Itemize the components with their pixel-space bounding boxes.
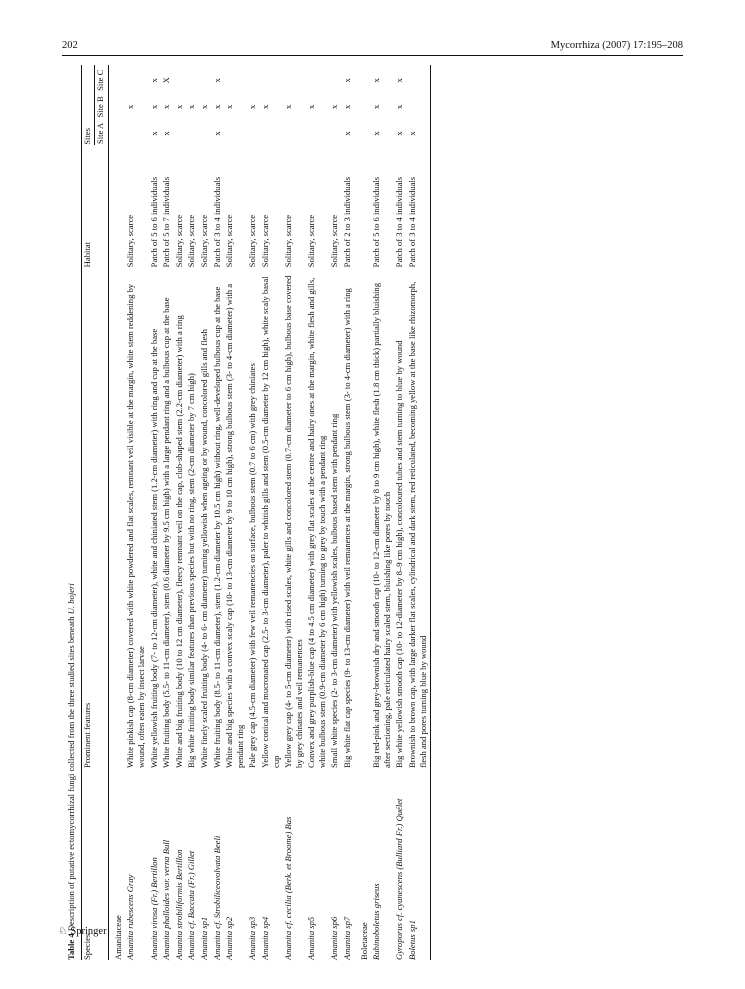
site-a-cell: x	[407, 118, 431, 145]
site-a-cell: x	[371, 131, 382, 136]
site-b-cell: x	[329, 104, 340, 110]
features-cell: Pale grey cap (4.5-cm diameter) with few veil remanencies on surface, bulbous stem (0.7 to 6 cm) with grey chiniates	[247, 363, 258, 768]
habitat-cell: Patch of 3 to 4 individuals	[407, 145, 431, 268]
site-a-cell	[199, 118, 212, 145]
habitat-cell: Solitary, scarce	[224, 214, 235, 268]
site-c-cell	[224, 65, 247, 92]
site-a-cell: x	[161, 131, 172, 136]
header-rule	[62, 55, 683, 56]
features-cell: Yellow grey cap (4- to 5-cm diameter) with rised scales, white gills and concolored stem (0.7-cm diameter to 6 cm high), bulbous base covered by grey chinates and veil remanences	[283, 275, 304, 768]
species-cell: Amanita strobiliformis Bertillon	[173, 849, 184, 960]
site-c-cell	[247, 65, 260, 92]
table-label: Table 4	[66, 933, 76, 960]
species-cell: Amanita cf. Baccata (Fr.) Gillet	[186, 850, 197, 960]
features-cell: White pinkish cap (8-cm diameter) covered with white powdered and flat scales, remnant veil visible at the margin, white stem reddening by wound, often eaten by insect larvae	[125, 283, 146, 768]
caption-species: U. bojeri	[66, 583, 76, 615]
site-a-cell	[247, 118, 260, 145]
species-cell: Amanita cf. Strobiliceovolvata Beeli	[211, 835, 222, 960]
species-cell: Amanita rubescens Gray	[125, 874, 136, 960]
site-b-cell: x	[211, 104, 222, 110]
habitat-cell: Patch of 5 to 6 individuals	[148, 176, 159, 268]
species-cell: Amanita virosa (Fr.) Bertillon	[148, 857, 159, 960]
site-b-cell: x	[198, 104, 209, 110]
site-c-cell	[186, 65, 199, 92]
habitat-cell: Solitary, scarce	[173, 214, 184, 268]
site-b-cell: x	[394, 104, 405, 110]
features-cell: Convex and grey purplish-blue cap (4 to 4.5 cm diameter) with grey flat scales at the centre and hairy ones at the margin, white flesh and gills, white bulbous stem (0.9-cm diameter by 6 cm high) turning to grey by touch with a pendant ring	[306, 277, 327, 768]
site-c-cell: x	[394, 78, 405, 83]
table-row	[224, 65, 247, 960]
table-row	[247, 65, 260, 960]
species-cell: Amanita sp6	[329, 916, 340, 960]
features-cell: White finely scaled fruiting body (4- to 6- cm diameter) turning yellowish when ageing or by wound, concolored gills and flesh	[198, 329, 209, 768]
table-row	[199, 65, 212, 960]
species-cell: Rubinoboletus griseus	[371, 883, 382, 960]
species-cell: Amanita phalloides var. verna Bull	[161, 839, 172, 960]
table-row	[306, 65, 329, 960]
table-row	[371, 65, 394, 960]
site-b-cell: x	[306, 104, 317, 110]
site-b-cell: x	[247, 104, 258, 110]
table-row	[149, 65, 162, 960]
col-sites: Sites	[81, 65, 95, 145]
col-habitat: Habitat	[81, 145, 95, 268]
table-row	[174, 65, 187, 960]
page-number: 202	[62, 40, 78, 51]
habitat-cell: Patch of 2 to 3 individuals	[342, 176, 353, 268]
springer-footer	[58, 925, 107, 937]
species-cell: Amanita sp7	[342, 916, 353, 960]
site-c-cell: X	[161, 77, 172, 84]
site-a-cell	[224, 118, 247, 145]
journal-citation: Mycorrhiza (2007) 17:195–208	[550, 40, 683, 51]
features-cell: Big red-pink and grey-brownish dry and smooth cap (10- to 12-cm diameter by 8 to 9 cm high), white flesh (1.8 cm thick) partially bluishing after sectioning, pale reticulated hairy scaled stem, bluishing like pores by touch	[371, 282, 392, 768]
features-cell: Big white fruiting body similar features than previous species but with no ring, stem (2-cm diameter by 7 cm high)	[186, 373, 197, 768]
habitat-cell: Solitary, scarce	[306, 214, 317, 268]
rotated-table-container	[62, 60, 683, 965]
site-c-cell	[174, 65, 187, 92]
table-row	[342, 65, 355, 960]
features-cell: Big white yellowish smooth cap (10- to 12-diameter by 8–9 cm high), concoloured tubes and stem turning to blue by wound	[394, 340, 405, 768]
site-b-cell: x	[148, 104, 159, 110]
site-c-cell	[199, 65, 212, 92]
features-cell: Brownish to brown cap, with large darker flat scales, cylindrical and dark stem, red reticulated, becoming yellow at the base like rhizomorph, flesh and pores turning blue by wound	[407, 267, 431, 768]
site-c-cell: x	[211, 78, 222, 83]
habitat-cell: Solitary, scarce	[186, 214, 197, 268]
site-b-cell: x	[125, 104, 136, 110]
habitat-cell: Solitary, scarce	[198, 214, 209, 268]
col-features: Prominent features	[81, 267, 95, 768]
site-a-cell: x	[342, 131, 353, 136]
site-a-cell	[283, 118, 306, 145]
col-site-b: Site B	[95, 92, 109, 119]
site-a-cell	[260, 118, 283, 145]
habitat-cell: Solitary, scarce	[125, 214, 136, 268]
springer-logo-icon: ♘	[58, 926, 68, 937]
habitat-cell: Solitary, scarce	[329, 214, 340, 268]
site-a-cell	[329, 118, 342, 145]
fungi-table	[81, 65, 432, 960]
table-row	[329, 65, 342, 960]
table-row	[283, 65, 306, 960]
features-cell: Small white species (2- to 3-cm diameter) with yellowish scales, bulbous based stem with pendant ring	[329, 413, 340, 768]
site-a-cell: x	[211, 131, 222, 136]
site-a-cell	[186, 118, 199, 145]
family-row	[355, 65, 372, 960]
table-row	[407, 65, 431, 960]
site-b-cell: x	[224, 104, 235, 110]
site-c-cell: x	[371, 78, 382, 83]
features-cell: White yellowish fruiting body (7- to 12-cm diameter), white and chiniated stem (1.2-cm diameter) with ring and cup at the base	[148, 328, 159, 768]
site-c-cell	[329, 65, 342, 92]
site-c-cell	[306, 65, 329, 92]
family-name: Amanitaceae	[112, 915, 123, 960]
col-site-c: Site C	[95, 65, 109, 92]
habitat-cell: Patch of 5 to 6 individuals	[371, 176, 382, 268]
site-b-cell: x	[186, 104, 197, 110]
site-c-cell: x	[148, 78, 159, 83]
features-cell: Yellow conical and mucronated cap (2.5- to 3-cm diameter), paler to whitish gills and stem (0.5-cm diameter by 12 cm high), white scaly basal cup	[259, 276, 281, 768]
features-cell: White and big fruiting body (10 to 12 cm diameter), fleecy remnant veil on the cap, club-shaped stem (2.2-cm diameter) with a ring	[173, 315, 184, 768]
site-b-cell	[407, 92, 431, 119]
site-c-cell	[125, 65, 148, 92]
habitat-cell: Patch of 3 to 4 individuals	[211, 176, 222, 268]
site-b-cell: x	[173, 104, 184, 110]
table-row	[212, 65, 225, 960]
table-row	[186, 65, 199, 960]
family-name: Boletaceae	[358, 922, 369, 960]
site-c-cell	[283, 65, 306, 92]
features-cell: White fruiting body (5.5- to 11-cm diameter), stem (0.6 diameter by 9.5 cm high) with a large pendant ring and a bulbous cup at the base	[161, 297, 172, 768]
features-cell: White fruiting body (8.5- to 11-cm diameter), stem (1.2-cm diameter by 10.5 cm high) without ring, well-developed bulbous cup at the base	[211, 286, 222, 768]
col-species: Species	[81, 768, 95, 960]
site-b-cell: x	[161, 104, 172, 110]
species-cell: Gyroporus cf. cyanescens (Bulliard Fr.) Quélet	[394, 798, 405, 960]
table-body	[108, 65, 430, 960]
table-row	[161, 65, 174, 960]
table-row	[260, 65, 283, 960]
habitat-cell: Patch of 3 to 4 individuals	[394, 176, 405, 268]
habitat-cell: Solitary, scarce	[247, 214, 258, 268]
site-a-cell	[125, 118, 148, 145]
site-a-cell	[174, 118, 187, 145]
publisher-name: Springer	[70, 926, 107, 937]
site-b-cell: x	[259, 104, 270, 110]
habitat-cell: Solitary, scarce	[259, 214, 270, 268]
site-c-cell	[260, 65, 283, 92]
site-c-cell: x	[342, 78, 353, 83]
features-cell: White and big species with a convex scaly cap (10- to 13-cm diameter by 9 to 10 cm high), strong bulbous stem (3- to 4-cm diameter) with a pendant ring	[224, 283, 245, 768]
species-cell: Amanita sp2	[224, 916, 235, 960]
site-a-cell: x	[148, 131, 159, 136]
site-b-cell: x	[371, 104, 382, 110]
site-b-cell: x	[283, 104, 294, 110]
species-cell: Amanita sp4	[259, 916, 270, 960]
habitat-cell: Solitary, scarce	[283, 214, 294, 268]
family-row	[108, 65, 125, 960]
species-cell: Amanita sp1	[198, 916, 209, 960]
table-row	[125, 65, 148, 960]
site-a-cell: x	[394, 131, 405, 136]
species-cell: Amanita sp5	[306, 916, 317, 960]
features-cell: Big white flat cap species (9- to 13-cm diameter) with veil remanences at the margin, strong bulbous stem (3- to 4-cm diameter) with a ring	[342, 288, 353, 768]
species-cell: Amanita sp3	[247, 916, 258, 960]
habitat-cell: Patch of 5 to 7 individuals	[161, 176, 172, 268]
site-c-cell	[407, 65, 431, 92]
table-caption	[66, 65, 77, 960]
species-cell: Boletus sp1	[407, 768, 431, 960]
site-a-cell	[306, 118, 329, 145]
col-site-a: Site A	[95, 118, 109, 145]
species-cell: Amanita cf. cecilia (Berk. et Broome) Bas	[283, 816, 294, 960]
table-row	[394, 65, 407, 960]
caption-text: Description of putative ectomycorrhizal fungi collected from the three studied sites beneath	[66, 614, 76, 932]
site-b-cell: x	[342, 104, 353, 110]
